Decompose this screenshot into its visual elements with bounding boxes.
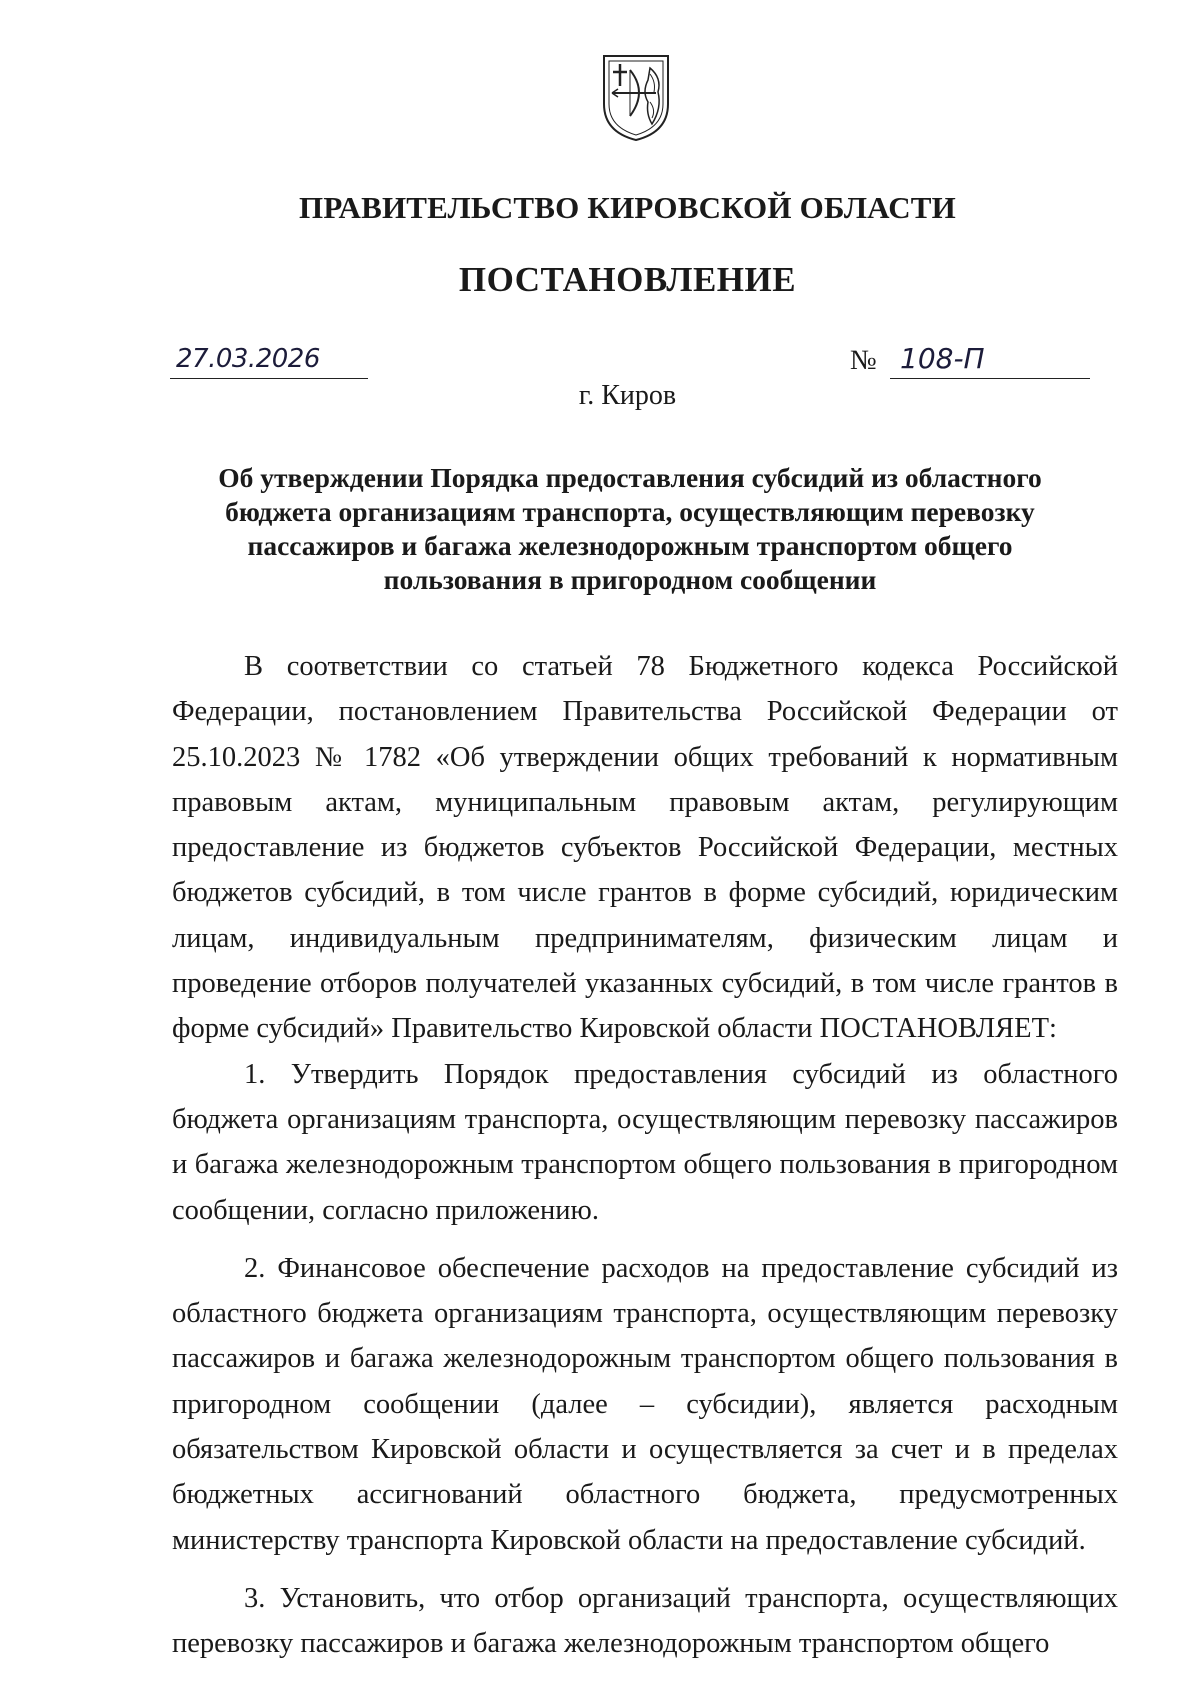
number-label: № bbox=[850, 345, 877, 376]
paragraph-preamble: В соответствии со статьей 78 Бюджетного кодекса Российской Федерации, постановлением Правительства Российской Федерации от 25.10.2023 № 1782 «Об утверждении общих требований к нормативным правовым актам, муниципальным правовым актам, регулирующим предоставление из бюджетов субъектов Российской Федерации, местных бюджетов субсидий, в том числе грантов в форме субсидий, юридическим лицам, индивидуальным предпринимателям, физическим лицам и проведение отборов получателей указанных субсидий, в том числе грантов в форме субсидий» Правительство Кировской области ПОСТАНОВЛЯЕТ: bbox=[172, 651, 1118, 1045]
city: г. Киров bbox=[578, 380, 677, 411]
handwritten-date: 27.03.2026 bbox=[176, 344, 320, 374]
document-body bbox=[172, 644, 1118, 1667]
coat-of-arms-emblem bbox=[600, 52, 672, 144]
handwritten-number: 108-П bbox=[900, 342, 985, 375]
number-field bbox=[890, 342, 1090, 379]
government-name: ПРАВИТЕЛЬСТВО КИРОВСКОЙ ОБЛАСТИ bbox=[299, 190, 956, 225]
paragraph-item-3: 3. Установить, что отбор организаций транспорта, осуществляющих перевозку пассажиров и багажа железнодорожным транспортом общего bbox=[172, 1582, 1118, 1660]
paragraph-item-2: 2. Финансовое обеспечение расходов на предоставление субсидий из областного бюджета организациям транспорта, осуществляющим перевозку пассажиров и багажа железнодорожным транспортом общего пользования в пригородном сообщении (далее – субсидии), является расходным обязательством Кировской области и осуществляется за счет и в пределах бюджетных ассигнований областного бюджета, предусмотренных министерству транспорта Кировской области на предоставление субсидий. bbox=[172, 1252, 1118, 1556]
document-subject: Об утверждении Порядка предоставления субсидий из областного бюджета организациям транспорта, осуществляющим перевозку пассажиров и багажа железнодорожным транспортом общего пользования в пригородном сообщении bbox=[218, 462, 1042, 595]
date-field bbox=[170, 344, 368, 379]
document-type-title: ПОСТАНОВЛЕНИЕ bbox=[458, 260, 797, 299]
paragraph-item-1: 1. Утвердить Порядок предоставления субсидий из областного бюджета организациям транспорта, осуществляющим перевозку пассажиров и багажа железнодорожным транспортом общего пользования в пригородном сообщении, согласно приложению. bbox=[172, 1058, 1118, 1226]
